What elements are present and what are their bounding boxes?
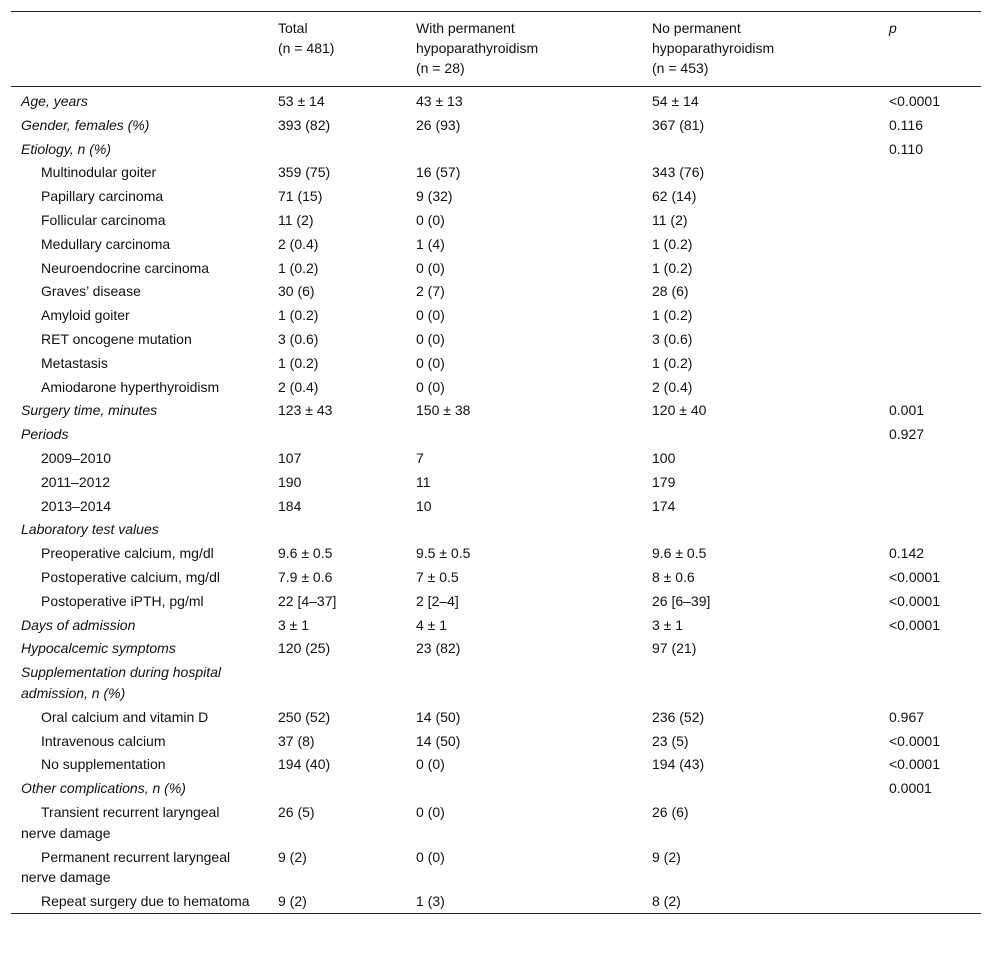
cell-no-permanent: 343 (76): [652, 164, 705, 181]
cell-no-permanent: 28 (6): [652, 283, 689, 300]
cell-p-value: [879, 800, 981, 845]
cell-total: 1 (0.2): [278, 307, 319, 324]
table-row: [11, 422, 981, 446]
cell-total: 7.9 ± 0.6: [278, 568, 333, 585]
cell-p-value: 0.110: [889, 140, 923, 157]
row-label: Medullary carcinoma: [41, 235, 171, 252]
cell-p-value: <0.0001: [889, 756, 940, 773]
cell-with-permanent: 1 (3): [416, 893, 445, 910]
table-row: [11, 137, 981, 161]
cell-total: 190: [278, 473, 302, 490]
cell-with-permanent: 0 (0): [416, 848, 445, 865]
cell-no-permanent: [642, 422, 879, 446]
cell-total: 22 [4–37]: [278, 592, 337, 609]
cell-no-permanent: [642, 137, 879, 161]
table-row: [11, 232, 981, 256]
cell-p-value: <0.0001: [889, 732, 940, 749]
cell-total: 107: [278, 449, 302, 466]
row-label: Surgery time, minutes: [21, 402, 158, 419]
cell-total: 71 (15): [278, 188, 323, 205]
row-label: Gender, females (%): [21, 116, 150, 133]
cell-no-permanent: 120 ± 40: [652, 402, 707, 419]
cell-total: [268, 776, 406, 800]
cell-no-permanent: 1 (0.2): [652, 354, 693, 371]
row-label: Amiodarone hyperthyroidism: [41, 378, 220, 395]
table-row: [11, 184, 981, 208]
table-body: [11, 87, 981, 914]
cell-no-permanent: 54 ± 14: [652, 93, 699, 109]
cell-total: 26 (5): [278, 803, 315, 820]
cell-p-value: [879, 184, 981, 208]
cell-no-permanent: 2 (0.4): [652, 378, 693, 395]
cell-p-value: 0.001: [889, 402, 925, 419]
cell-total: 9.6 ± 0.5: [278, 545, 333, 562]
cell-total: 123 ± 43: [278, 402, 333, 419]
cell-no-permanent: 8 ± 0.6: [652, 568, 695, 585]
row-label: Hypocalcemic symptoms: [21, 640, 176, 657]
cell-with-permanent: 14 (50): [416, 732, 461, 749]
cell-no-permanent: [642, 776, 879, 800]
cell-p-value: 0.116: [889, 116, 923, 133]
cell-total: 53 ± 14: [278, 93, 325, 109]
cell-p-value: [879, 208, 981, 232]
cell-no-permanent: 367 (81): [652, 116, 705, 133]
cell-with-permanent: 9 (32): [416, 188, 453, 205]
cell-total: [268, 517, 406, 541]
cell-no-permanent: 9 (2): [652, 848, 681, 865]
header-empty-cell: [11, 12, 268, 87]
header-total: [268, 12, 406, 87]
row-label: Neuroendocrine carcinoma: [41, 259, 210, 276]
cell-p-value: [879, 256, 981, 280]
cell-no-permanent: 26 (6): [652, 803, 689, 820]
header-row: [11, 12, 981, 87]
row-label: Intravenous calcium: [41, 732, 166, 749]
cell-p-value: [879, 303, 981, 327]
cell-p-value: [879, 375, 981, 399]
cell-no-permanent: [642, 660, 879, 705]
table-row: [11, 589, 981, 613]
cell-p-value: [879, 660, 981, 705]
cell-with-permanent: 2 [2–4]: [416, 592, 459, 609]
cell-total: 250 (52): [278, 708, 331, 725]
cell-p-value: <0.0001: [889, 616, 940, 633]
cell-total: 2 (0.4): [278, 378, 319, 395]
table-row: [11, 256, 981, 280]
cell-p-value: [879, 494, 981, 518]
row-label: Periods: [21, 426, 69, 443]
cell-total: 393 (82): [278, 116, 331, 133]
cell-with-permanent: [406, 776, 642, 800]
cell-with-permanent: 26 (93): [416, 116, 461, 133]
cell-with-permanent: 0 (0): [416, 354, 445, 371]
cell-p-value: [879, 845, 981, 890]
header-with-n: (n = 28): [416, 60, 465, 76]
cell-no-permanent: [642, 517, 879, 541]
table-row: [11, 541, 981, 565]
cell-with-permanent: 9.5 ± 0.5: [416, 545, 471, 562]
table-row: [11, 845, 981, 890]
row-label: Postoperative calcium, mg/dl: [41, 568, 220, 585]
row-label: Laboratory test values: [21, 521, 159, 538]
row-label: 2009–2010: [41, 449, 112, 466]
cell-with-permanent: 14 (50): [416, 708, 461, 725]
header-total-label: Total: [278, 20, 308, 36]
row-label: Postoperative iPTH, pg/ml: [41, 592, 204, 609]
cell-total: 184: [278, 497, 302, 514]
table-row: [11, 398, 981, 422]
table-row: [11, 660, 981, 705]
cell-no-permanent: 62 (14): [652, 188, 697, 205]
header-no-line1: No permanent: [652, 20, 741, 36]
cell-no-permanent: 26 [6–39]: [652, 592, 711, 609]
row-label: Graves’ disease: [41, 283, 141, 300]
table-header: [11, 12, 981, 87]
cell-with-permanent: 150 ± 38: [416, 402, 471, 419]
cell-with-permanent: 0 (0): [416, 307, 445, 324]
row-label: 2011–2012: [41, 473, 111, 490]
table-row: [11, 470, 981, 494]
table-row: [11, 776, 981, 800]
cell-p-value: <0.0001: [889, 568, 940, 585]
row-label: RET oncogene mutation: [41, 330, 192, 347]
cell-no-permanent: 174: [652, 497, 676, 514]
cell-total: 3 ± 1: [278, 616, 310, 633]
table-row: [11, 327, 981, 351]
table-row: [11, 160, 981, 184]
cell-p-value: [879, 279, 981, 303]
cell-with-permanent: [406, 137, 642, 161]
table-row: [11, 279, 981, 303]
cell-no-permanent: 3 ± 1: [652, 616, 684, 633]
cell-p-value: [879, 327, 981, 351]
cell-with-permanent: 11: [416, 473, 431, 490]
header-no-permanent: [642, 12, 879, 87]
row-label: Papillary carcinoma: [41, 188, 164, 205]
table-row: [11, 375, 981, 399]
cell-p-value: 0.927: [889, 426, 925, 443]
results-table: [11, 11, 981, 914]
cell-with-permanent: 0 (0): [416, 756, 445, 773]
table-row: [11, 729, 981, 753]
row-label: 2013–2014: [41, 497, 112, 514]
cell-no-permanent: 11 (2): [652, 211, 688, 228]
table-row: [11, 636, 981, 660]
cell-total: 2 (0.4): [278, 235, 319, 252]
cell-with-permanent: 0 (0): [416, 211, 445, 228]
cell-no-permanent: 3 (0.6): [652, 330, 693, 347]
cell-no-permanent: 8 (2): [652, 893, 681, 910]
table-row: [11, 351, 981, 375]
cell-with-permanent: [406, 517, 642, 541]
row-label: No supplementation: [41, 756, 166, 773]
table-row: [11, 565, 981, 589]
row-label: Multinodular goiter: [41, 164, 157, 181]
cell-with-permanent: 0 (0): [416, 330, 445, 347]
table-row: [11, 800, 981, 845]
cell-no-permanent: 100: [652, 449, 676, 466]
cell-with-permanent: 7 ± 0.5: [416, 568, 459, 585]
header-total-n: (n = 481): [278, 40, 335, 56]
row-label: Transient recurrent laryngeal nerve damage: [21, 803, 220, 841]
cell-total: 3 (0.6): [278, 330, 319, 347]
row-label: Follicular carcinoma: [41, 211, 166, 228]
header-p-value: [879, 12, 981, 87]
cell-p-value: [879, 351, 981, 375]
header-no-n: (n = 453): [652, 60, 709, 76]
cell-p-value: [879, 232, 981, 256]
cell-no-permanent: 23 (5): [652, 732, 689, 749]
row-label: Supplementation during hospital admission, n (%): [21, 664, 222, 701]
cell-with-permanent: 16 (57): [416, 164, 461, 181]
cell-with-permanent: 23 (82): [416, 640, 461, 657]
cell-no-permanent: 179: [652, 473, 676, 490]
row-label: Other complications, n (%): [21, 780, 186, 797]
cell-p-value: 0.0001: [889, 780, 932, 797]
row-label: Preoperative calcium, mg/dl: [41, 545, 214, 562]
row-label: Days of admission: [21, 616, 136, 633]
cell-with-permanent: 1 (4): [416, 235, 445, 252]
cell-total: 359 (75): [278, 164, 331, 181]
cell-total: [268, 137, 406, 161]
cell-p-value: [879, 517, 981, 541]
cell-total: 9 (2): [278, 848, 307, 865]
cell-with-permanent: [406, 422, 642, 446]
cell-total: 120 (25): [278, 640, 331, 657]
cell-p-value: [879, 160, 981, 184]
cell-no-permanent: 1 (0.2): [652, 235, 693, 252]
row-label: Oral calcium and vitamin D: [41, 708, 209, 725]
cell-total: 9 (2): [278, 893, 307, 910]
table-row: [11, 613, 981, 637]
header-with-line2: hypoparathyroidism: [416, 40, 539, 56]
header-with-permanent: [406, 12, 642, 87]
cell-no-permanent: 97 (21): [652, 640, 697, 657]
table-row: [11, 208, 981, 232]
table-row: [11, 752, 981, 776]
cell-total: 194 (40): [278, 756, 331, 773]
table-row: [11, 705, 981, 729]
table-row: [11, 494, 981, 518]
header-p-label: p: [889, 20, 897, 36]
cell-no-permanent: 194 (43): [652, 756, 705, 773]
cell-with-permanent: 0 (0): [416, 803, 445, 820]
cell-total: [268, 660, 406, 705]
header-with-line1: With permanent: [416, 20, 515, 36]
cell-with-permanent: 10: [416, 497, 432, 514]
cell-with-permanent: 0 (0): [416, 378, 445, 395]
table-row: [11, 446, 981, 470]
row-label: Permanent recurrent laryngeal nerve damage: [21, 848, 231, 886]
cell-with-permanent: 2 (7): [416, 283, 445, 300]
cell-total: 1 (0.2): [278, 354, 319, 371]
row-label: Etiology, n (%): [21, 140, 111, 157]
table-row: [11, 889, 981, 913]
header-no-line2: hypoparathyroidism: [652, 40, 775, 56]
cell-total: 1 (0.2): [278, 259, 319, 276]
cell-with-permanent: 0 (0): [416, 259, 445, 276]
cell-no-permanent: 236 (52): [652, 708, 705, 725]
cell-no-permanent: 1 (0.2): [652, 259, 693, 276]
row-label: Repeat surgery due to hematoma: [41, 893, 250, 910]
cell-total: [268, 422, 406, 446]
row-label: Age, years: [21, 93, 88, 109]
table-row: [11, 517, 981, 541]
cell-p-value: [879, 470, 981, 494]
row-label: Amyloid goiter: [41, 307, 130, 324]
cell-p-value: [879, 636, 981, 660]
cell-with-permanent: [406, 660, 642, 705]
cell-p-value: [879, 446, 981, 470]
cell-p-value: [879, 889, 981, 913]
cell-p-value: 0.967: [889, 708, 925, 725]
cell-total: 11 (2): [278, 211, 314, 228]
cell-no-permanent: 9.6 ± 0.5: [652, 545, 707, 562]
cell-p-value: <0.0001: [889, 93, 940, 109]
row-label: Metastasis: [41, 354, 108, 371]
cell-with-permanent: 4 ± 1: [416, 616, 448, 633]
table-row: [11, 87, 981, 113]
cell-total: 37 (8): [278, 732, 315, 749]
cell-no-permanent: 1 (0.2): [652, 307, 693, 324]
table-row: [11, 113, 981, 137]
cell-total: 30 (6): [278, 283, 315, 300]
cell-p-value: <0.0001: [889, 592, 940, 609]
cell-with-permanent: 43 ± 13: [416, 93, 463, 109]
cell-with-permanent: 7: [416, 449, 424, 466]
cell-p-value: 0.142: [889, 545, 925, 562]
table-row: [11, 303, 981, 327]
